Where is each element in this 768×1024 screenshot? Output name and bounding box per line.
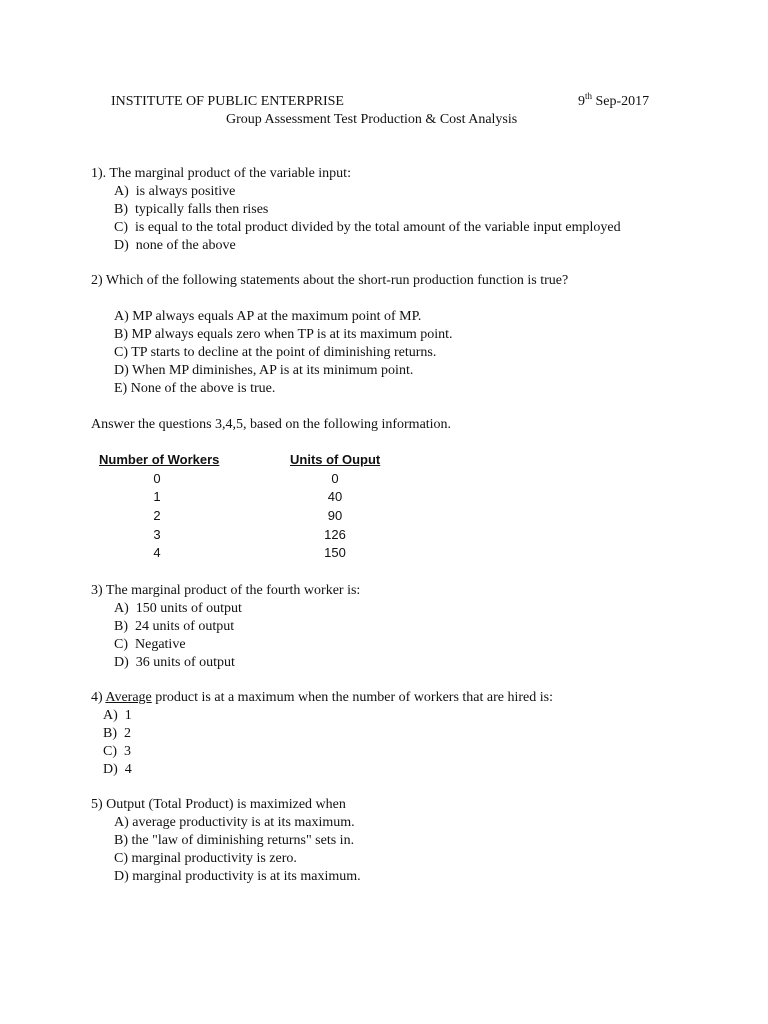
question-3-stem: 3) The marginal product of the fourth worker is: [91, 583, 361, 598]
q3-option-b: B) 24 units of output [114, 619, 235, 634]
table-cell-output: 40 [327, 489, 343, 504]
q4-option-d: D) 4 [103, 762, 132, 777]
table-cell-output: 150 [324, 545, 346, 560]
question-4-stem: 4) Average product is at a maximum when the number of workers that are hired is: [91, 690, 553, 705]
institute-name: INSTITUTE OF PUBLIC ENTERPRISE [111, 94, 344, 109]
q5-option-c: C) marginal productivity is zero. [114, 851, 297, 866]
q1-option-a: A) is always positive [114, 184, 236, 199]
table-cell-workers: 3 [153, 527, 161, 542]
q4-option-a: A) 1 [103, 708, 132, 723]
q2-option-d: D) When MP diminishes, AP is at its minimum point. [114, 363, 414, 378]
table-cell-workers: 0 [153, 471, 161, 486]
header-workers: Number of Workers [99, 452, 220, 467]
q2-option-a: A) MP always equals AP at the maximum point of MP. [114, 309, 422, 324]
test-subtitle: Group Assessment Test Production & Cost Analysis [226, 112, 518, 127]
q5-option-d: D) marginal productivity is at its maximum. [114, 869, 361, 884]
exam-date [578, 91, 650, 110]
q5-option-b: B) the "law of diminishing returns" sets in. [114, 833, 355, 848]
date-suffix: th [585, 91, 593, 101]
q4-option-c: C) 3 [103, 744, 131, 759]
info-text: Answer the questions 3,4,5, based on the following information. [91, 417, 452, 432]
q5-option-a: A) average productivity is at its maximum. [114, 815, 355, 830]
q1-option-b: B) typically falls then rises [114, 202, 269, 217]
q2-option-e: E) None of the above is true. [114, 381, 276, 396]
q3-option-c: C) Negative [114, 637, 186, 652]
q3-option-d: D) 36 units of output [114, 655, 235, 670]
q1-option-c: C) is equal to the total product divided by the total amount of the variable input employed [114, 220, 621, 235]
q3-option-a: A) 150 units of output [114, 601, 242, 616]
question-2-stem: 2) Which of the following statements about the short-run production function is true? [91, 273, 569, 288]
q1-option-d: D) none of the above [114, 238, 236, 253]
table-cell-output: 0 [331, 471, 339, 486]
table-cell-output: 126 [324, 527, 346, 542]
date-day: 9 [578, 94, 585, 109]
q4-option-b: B) 2 [103, 726, 131, 741]
q2-option-b: B) MP always equals zero when TP is at its maximum point. [114, 327, 453, 342]
table-cell-workers: 2 [153, 508, 161, 523]
header-output: Units of Ouput [290, 452, 381, 467]
q2-option-c: C) TP starts to decline at the point of diminishing returns. [114, 345, 437, 360]
question-1-stem: 1). The marginal product of the variable input: [91, 166, 351, 181]
date-rest: Sep-2017 [592, 94, 650, 109]
question-5-stem: 5) Output (Total Product) is maximized when [91, 797, 346, 812]
table-cell-output: 90 [327, 508, 343, 523]
table-cell-workers: 4 [153, 545, 161, 560]
table-cell-workers: 1 [153, 489, 161, 504]
